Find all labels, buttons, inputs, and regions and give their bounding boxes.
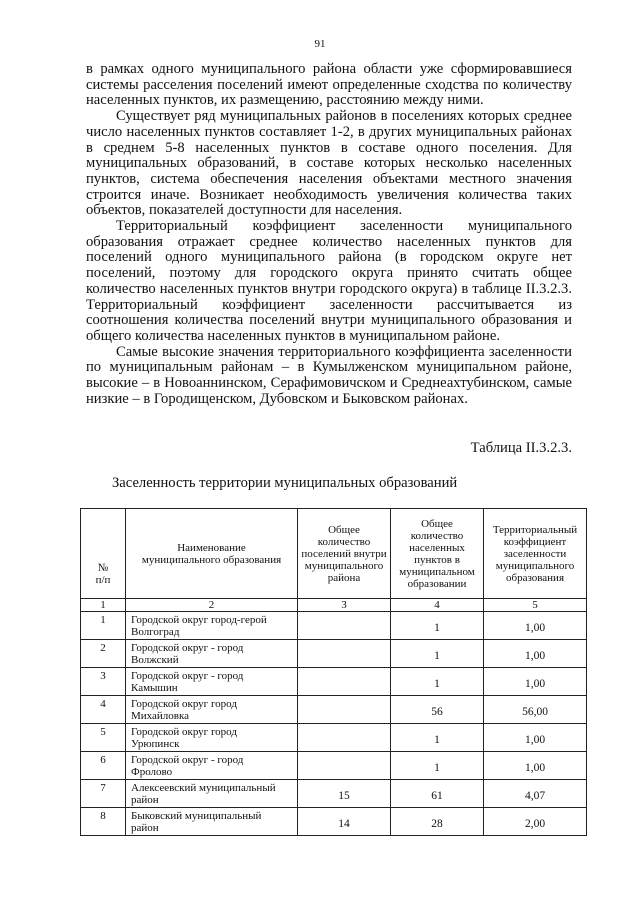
table-row: [81, 808, 587, 836]
municipality-name-cell: Городской округ - город Камышин: [126, 668, 298, 696]
municipality-name-cell: Городской округ - город Фролово: [126, 752, 298, 780]
localities-count-cell: 1: [391, 752, 484, 780]
header-settlements: Общее количество поселений внутри муниципального района: [298, 509, 391, 599]
coefficient-cell: 1,00: [484, 612, 587, 640]
paragraph: в рамках одного муниципального района области уже сформировавшиеся системы расселения поселений имеют определенные сходства по количеству населенных пунктов, их размещению, расстоянию между ними.: [86, 61, 572, 109]
settlements-count-cell: [298, 668, 391, 696]
table-row: [81, 780, 587, 808]
row-number-cell: 7: [81, 780, 126, 808]
column-number: 1: [81, 599, 126, 612]
coefficient-cell: 2,00: [484, 808, 587, 836]
municipality-name-cell: Городской округ город-герой Волгоград: [126, 612, 298, 640]
table-row: [81, 724, 587, 752]
coefficient-cell: 1,00: [484, 752, 587, 780]
municipality-name-cell: Быковский муниципальный район: [126, 808, 298, 836]
municipality-name-cell: Городской округ город Урюпинск: [126, 724, 298, 752]
settlements-count-cell: 15: [298, 780, 391, 808]
page-number: 91: [314, 38, 326, 50]
row-number-cell: 5: [81, 724, 126, 752]
settlements-count-cell: [298, 696, 391, 724]
localities-count-cell: 56: [391, 696, 484, 724]
header-name: Наименование муниципального образования: [126, 509, 298, 599]
localities-count-cell: 1: [391, 612, 484, 640]
table-row: [81, 668, 587, 696]
header-num: № п/п: [81, 509, 126, 599]
settlements-count-cell: [298, 640, 391, 668]
header-localities: Общее количество населенных пунктов в муниципальном образовании: [391, 509, 484, 599]
column-number: 5: [484, 599, 587, 612]
localities-count-cell: 28: [391, 808, 484, 836]
column-number-row: [81, 599, 587, 612]
paragraph: Самые высокие значения территориального коэффициента заселенности по муниципальным районам – в Кумылженском муниципальном районе, высокие – в Новоаннинском, Серафимовичском и Среднеахтубинском, самые низкие – в Городищенском, Дубовском и Быковском районах.: [86, 343, 572, 407]
localities-count-cell: 1: [391, 640, 484, 668]
table-title: Заселенность территории муниципальных образований: [112, 475, 458, 491]
municipality-name-cell: Городской округ - город Волжский: [126, 640, 298, 668]
row-number-cell: 8: [81, 808, 126, 836]
header-coefficient: Территориальный коэффициент заселенности муниципального образования: [484, 509, 587, 599]
settlements-count-cell: [298, 612, 391, 640]
row-number-cell: 2: [81, 640, 126, 668]
table-row: [81, 640, 587, 668]
row-number-cell: 4: [81, 696, 126, 724]
coefficient-cell: 1,00: [484, 640, 587, 668]
paragraph: Территориальный коэффициент заселенности муниципального образования отражает среднее количество населенных пунктов для поселений одного муниципального района (в городском округе нет поселений, поэтому для городского округа принято считать общее количество населенных пунктов внутри городского округа) в таблице II.3.2.3. Территориальный коэффициент заселенности рассчитывается из соотношения количества поселений внутри муниципального образования и общего количества населенных пунктов в муниципальном районе.: [86, 218, 572, 344]
localities-count-cell: 61: [391, 780, 484, 808]
table-row: [81, 612, 587, 640]
row-number-cell: 3: [81, 668, 126, 696]
table-header-row: [81, 509, 587, 599]
row-number-cell: 1: [81, 612, 126, 640]
row-number-cell: 6: [81, 752, 126, 780]
coefficient-cell: 1,00: [484, 724, 587, 752]
coefficient-cell: 4,07: [484, 780, 587, 808]
column-number: 4: [391, 599, 484, 612]
table-row: [81, 752, 587, 780]
localities-count-cell: 1: [391, 724, 484, 752]
settlements-count-cell: 14: [298, 808, 391, 836]
settlement-table: [80, 508, 587, 836]
settlements-count-cell: [298, 752, 391, 780]
localities-count-cell: 1: [391, 668, 484, 696]
column-number: 3: [298, 599, 391, 612]
table-reference: Таблица II.3.2.3.: [470, 440, 572, 456]
municipality-name-cell: Городской округ город Михайловка: [126, 696, 298, 724]
settlements-count-cell: [298, 724, 391, 752]
coefficient-cell: 56,00: [484, 696, 587, 724]
coefficient-cell: 1,00: [484, 668, 587, 696]
table-row: [81, 696, 587, 724]
column-number: 2: [126, 599, 298, 612]
body-text: [86, 62, 572, 407]
municipality-name-cell: Алексеевский муниципальный район: [126, 780, 298, 808]
paragraph: Существует ряд муниципальных районов в поселениях которых среднее число населенных пунктов составляет 1-2, в других муниципальных районах в среднем 5-8 населенных пунктов в составе одного поселения. Для муниципальных образований, в составе которых несколько населенных пунктов, система обеспечения населения объектами местного значения строится иначе. Возникает необходимость увеличения количества таких объектов, показателей доступности для населения.: [86, 108, 572, 219]
